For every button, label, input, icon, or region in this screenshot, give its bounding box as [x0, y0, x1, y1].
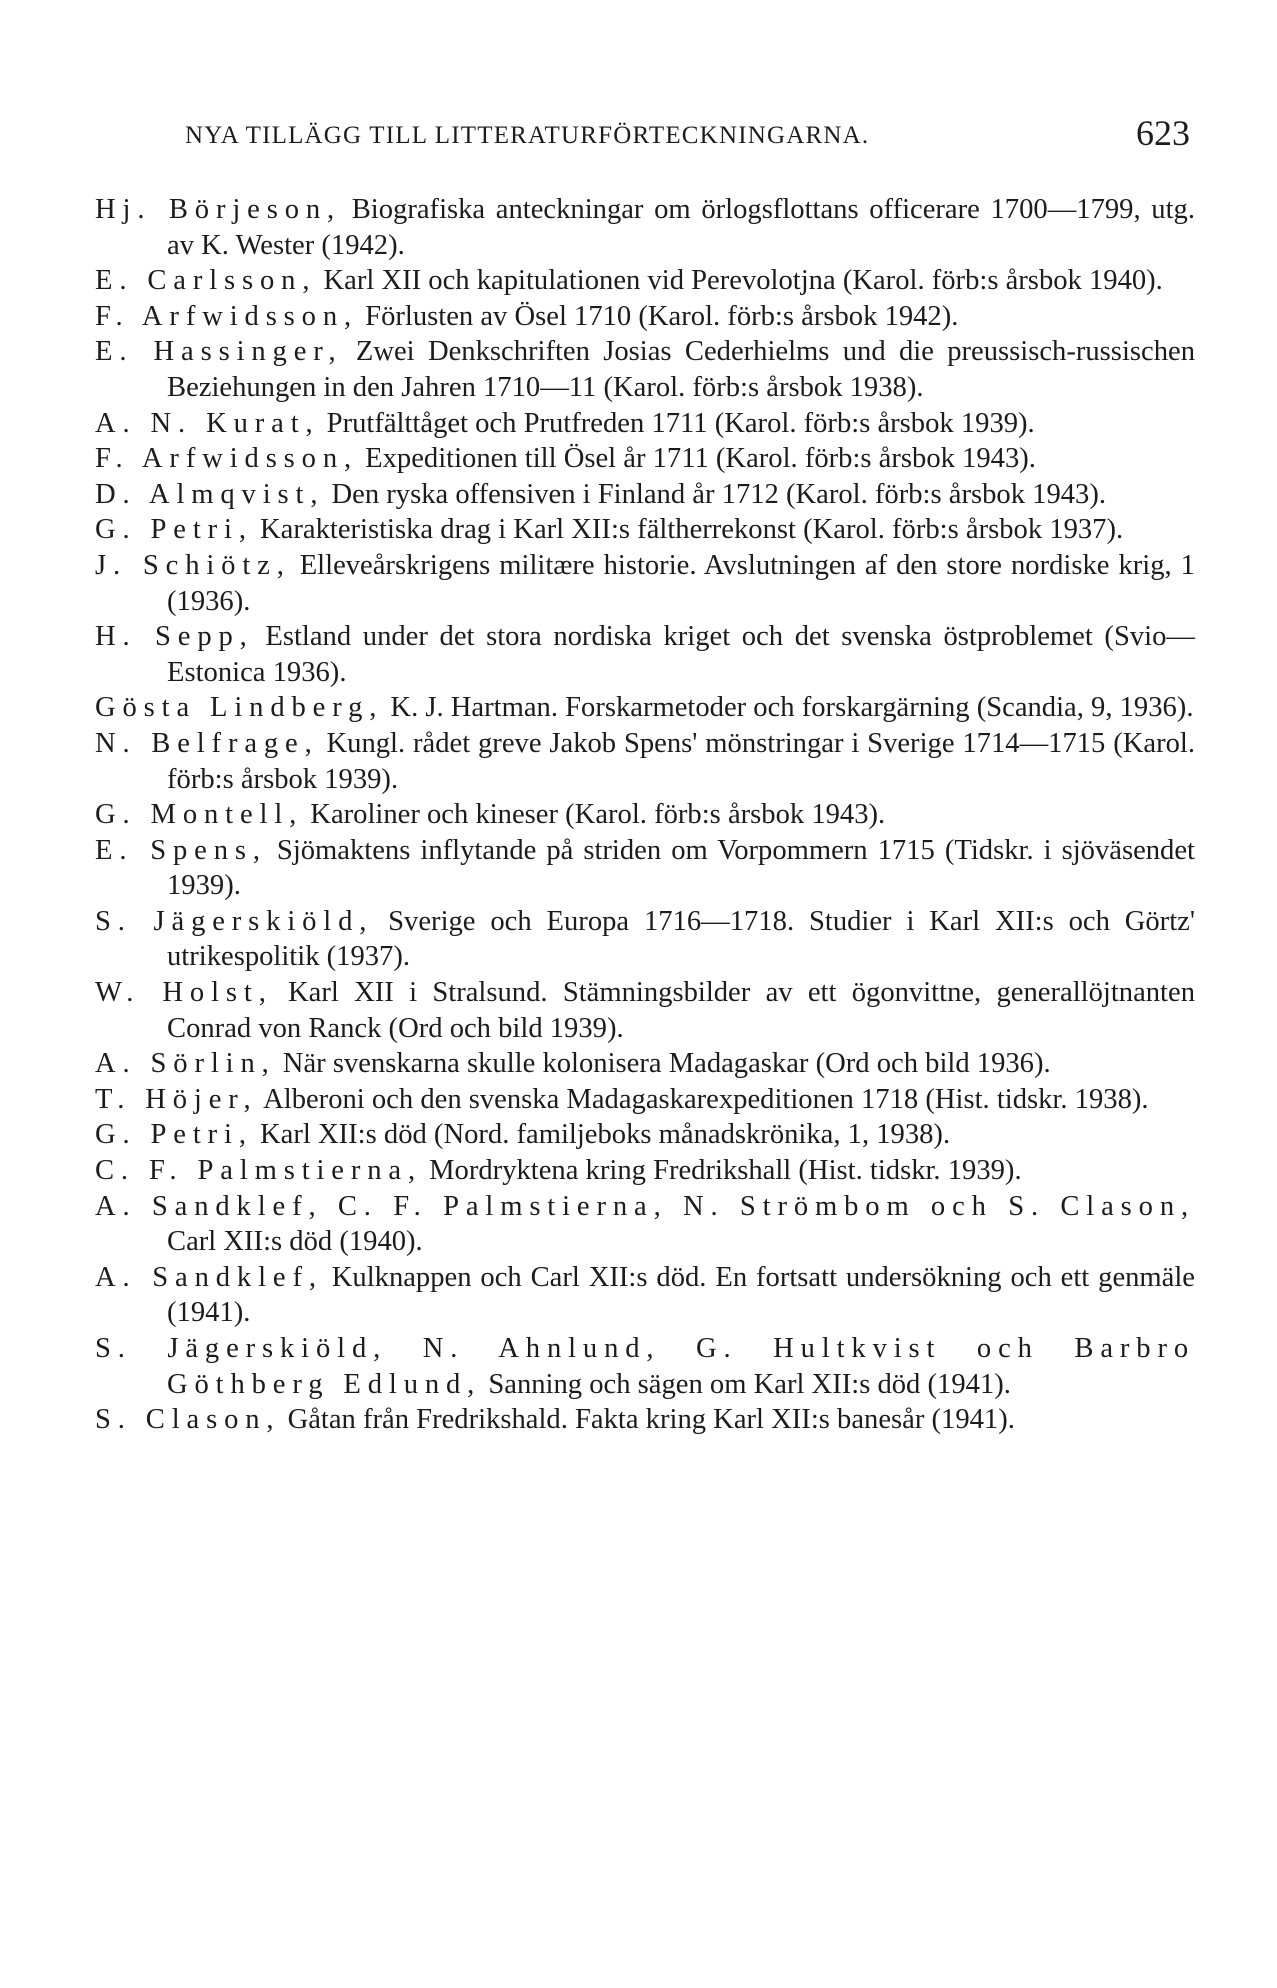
entry-text: Förlusten av Ösel 1710 (Karol. förb:s årsbok 1942).: [358, 300, 959, 332]
running-head: [185, 112, 1190, 160]
entry-author: S. Clason,: [95, 1404, 281, 1436]
entry-text: Alberoni och den svenska Madagaskarexpeditionen 1718 (Hist. tidskr. 1938).: [257, 1083, 1149, 1115]
bibliography-entry: [95, 334, 1195, 405]
entry-author: S. Jägerskiöld,: [95, 905, 374, 937]
entry-author: J. Schiötz,: [95, 549, 291, 581]
entry-author: G. Montell,: [95, 799, 304, 831]
entry-author: Hj. Börjeson,: [95, 194, 342, 225]
bibliography-entry: [95, 975, 1195, 1046]
entry-text: Expeditionen till Ösel år 1711 (Karol. förb:s årsbok 1943).: [358, 443, 1036, 475]
entry-author: T. Höjer,: [95, 1083, 258, 1115]
bibliography-entry: [95, 904, 1195, 975]
bibliography-entry: [95, 1153, 1195, 1189]
entry-text: Zwei Denkschriften Josias Cederhielms und die preussisch-russischen Beziehungen in den Jahren 1710—11 (Karol. förb:s årsbok 1938).: [167, 336, 1195, 403]
entry-text: Sanning och sägen om Karl XII:s död (1941).: [481, 1368, 1011, 1400]
entry-author: C. F. Palmstierna,: [95, 1155, 422, 1187]
entry-author: D. Almqvist,: [95, 478, 325, 510]
entry-text: Biografiska anteckningar om örlogsflottans officerare 1700—1799, utg. av K. Wester (1942).: [167, 194, 1195, 261]
bibliography-entry: [95, 441, 1195, 477]
bibliography-entry: [95, 192, 1195, 263]
entry-author: F. Arfwidsson,: [95, 443, 359, 475]
entry-author: H. Sepp,: [95, 621, 254, 653]
entry-author: Gösta Lindberg,: [95, 692, 384, 724]
bibliography-entry: [95, 1082, 1195, 1118]
entry-text: Karl XII i Stralsund. Stämningsbilder av ett ögonvittne, generallöjtnanten Conrad von Ranck (Ord och bild 1939).: [167, 977, 1195, 1044]
entry-text: K. J. Hartman. Forskarmetoder och forskargärning (Scandia, 9, 1936).: [383, 692, 1194, 724]
entry-text: Karl XII:s död (Nord. familjeboks månadskrönika, 1, 1938).: [252, 1119, 951, 1151]
entry-text: Estland under det stora nordiska kriget och det svenska östproblemet (Svio—Estonica 1936).: [167, 621, 1195, 688]
entry-author: A. N. Kurat,: [95, 407, 320, 439]
bibliography-entry: [95, 1189, 1195, 1260]
entry-text: Mordryktena kring Fredrikshall (Hist. tidskr. 1939).: [421, 1155, 1022, 1187]
bibliography-entry: [95, 548, 1195, 619]
entry-text: Den ryska offensiven i Finland år 1712 (Karol. förb:s årsbok 1943).: [324, 478, 1107, 510]
entry-author: S. Jägerskiöld, N. Ahnlund, G. Hultkvist och Barbro Göthberg Edlund,: [95, 1333, 1195, 1400]
bibliography-entry: [95, 406, 1195, 442]
bibliography-entry: [95, 1260, 1195, 1331]
entry-text: När svenskarna skulle kolonisera Madagaskar (Ord och bild 1936).: [275, 1048, 1051, 1080]
entry-author: F. Arfwidsson,: [95, 300, 359, 332]
bibliography-entry: [95, 1117, 1195, 1153]
page-number: 623: [1136, 113, 1190, 153]
entry-author: E. Hassinger,: [95, 336, 343, 368]
bibliography-entry: [95, 833, 1195, 904]
bibliography-entry: [95, 477, 1195, 513]
entry-author: N. Belfrage,: [95, 727, 319, 759]
entry-author: A. Sandklef, C. F. Palmstierna, N. Strömbom och S. Clason,: [95, 1190, 1195, 1222]
bibliography-entry: [95, 690, 1195, 726]
bibliography-entry: [95, 619, 1195, 690]
entry-author: A. Sörlin,: [95, 1048, 276, 1080]
entry-text: Sjömaktens inflytande på striden om Vorpommern 1715 (Tidskr. i sjöväsendet 1939).: [167, 834, 1195, 902]
bibliography-entry: [95, 263, 1195, 299]
entry-text: Gåtan från Fredrikshald. Fakta kring Karl XII:s banesår (1941).: [280, 1404, 1015, 1436]
entry-text: Kulknappen och Carl XII:s död. En fortsatt undersökning och ett genmäle (1941).: [167, 1261, 1195, 1329]
bibliography-list: [95, 192, 1195, 1438]
bibliography-entry: [95, 1046, 1195, 1082]
entry-text: Carl XII:s död (1940).: [167, 1226, 423, 1258]
entry-text: Karl XII och kapitulationen vid Perevolotjna (Karol. förb:s årsbok 1940).: [316, 265, 1163, 297]
entry-text: Sverige och Europa 1716—1718. Studier i Karl XII:s och Görtz' utrikespolitik (1937).: [167, 905, 1195, 973]
bibliography-entry: [95, 1402, 1195, 1438]
entry-author: G. Petri,: [95, 514, 253, 546]
running-title: NYA TILLÄGG TILL LITTERATURFÖRTECKNINGARNA.: [185, 122, 870, 149]
entry-author: E. Spens,: [95, 834, 267, 866]
bibliography-entry: [95, 1331, 1195, 1402]
bibliography-entry: [95, 512, 1195, 548]
entry-author: W. Holst,: [95, 977, 273, 1009]
entry-author: A. Sandklef,: [95, 1261, 323, 1293]
bibliography-entry: [95, 299, 1195, 335]
entry-author: E. Carlsson,: [95, 265, 317, 297]
bibliography-entry: [95, 797, 1195, 833]
entry-text: Prutfälttåget och Prutfreden 1711 (Karol. förb:s årsbok 1939).: [319, 407, 1035, 439]
entry-author: G. Petri,: [95, 1119, 253, 1151]
entry-text: Kungl. rådet greve Jakob Spens' mönstringar i Sverige 1714—1715 (Karol. förb:s årsbok 1939).: [167, 727, 1195, 795]
bibliography-entry: [95, 726, 1195, 797]
entry-text: Karoliner och kineser (Karol. förb:s årsbok 1943).: [303, 799, 886, 831]
entry-text: Elleveårskrigens militære historie. Avslutningen af den store nordiske krig, 1 (1936).: [167, 549, 1195, 617]
entry-text: Karakteristiska drag i Karl XII:s fältherrekonst (Karol. förb:s årsbok 1937).: [252, 514, 1124, 546]
